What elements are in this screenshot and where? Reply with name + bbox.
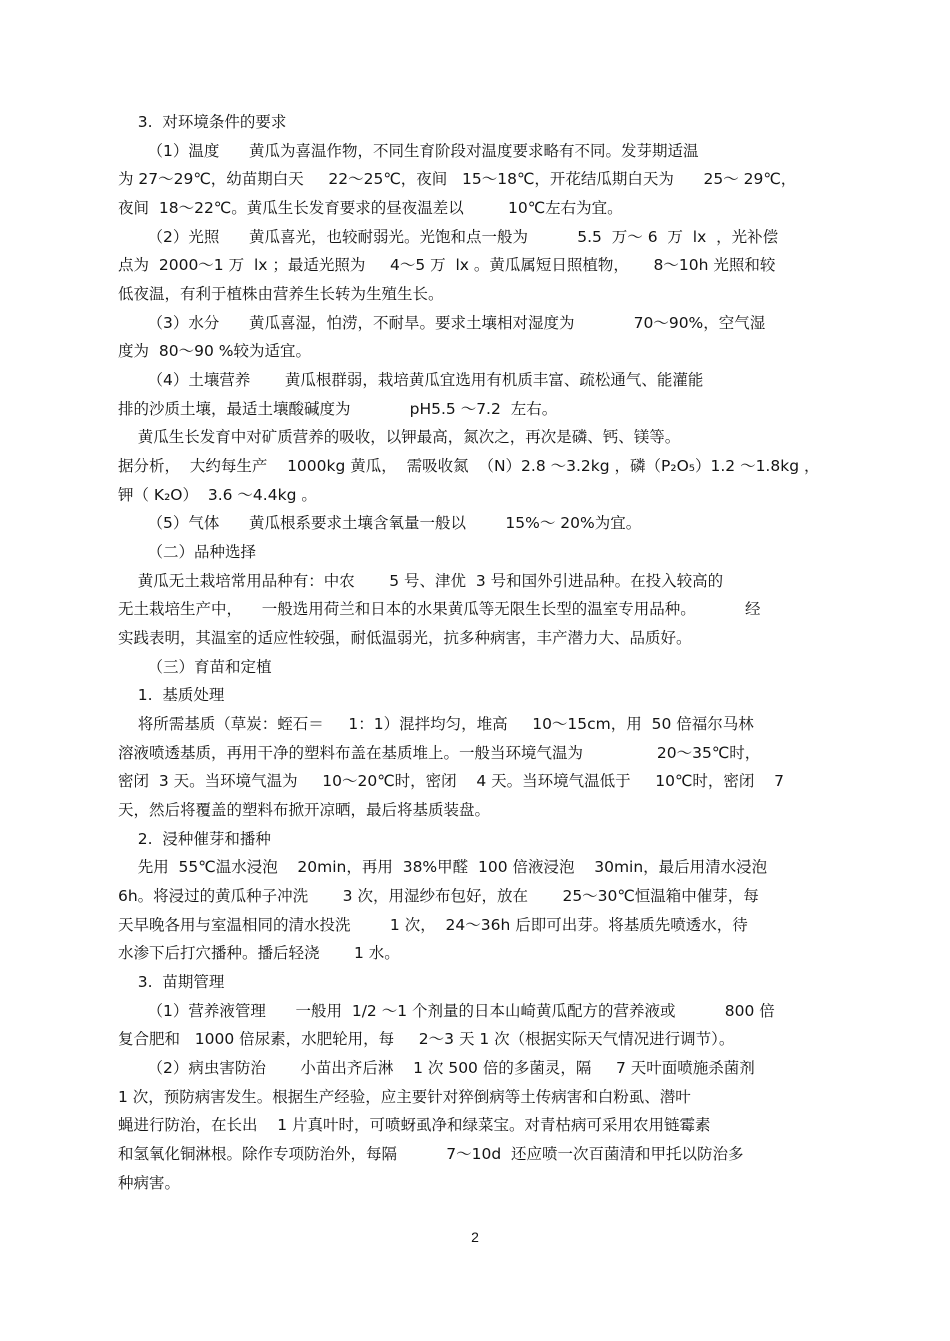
text-line: 蝇进行防治，在长出 1 片真叶时，可喷蚜虱净和绿菜宝。对青枯病可采用农用链霉素 <box>118 1116 711 1134</box>
text-line: （2）病虫害防治 小苗出齐后淋 1 次 500 倍的多菌灵，隔 7 天叶面喷施杀菌剂 <box>118 1059 755 1077</box>
text-line: 钾（ K₂O） 3.6 ～4.4kg 。 <box>118 486 317 504</box>
text-line: （4）土壤营养 黄瓜根群弱，栽培黄瓜宜选用有机质丰富、疏松通气、能灌能 <box>118 371 704 389</box>
text-line: 水渗下后打穴播种。播后轻浇 1 水。 <box>118 944 400 962</box>
text-line: （2）光照 黄瓜喜光，也较耐弱光。光饱和点一般为 5.5 万～ 6 万 lx ，光补偿 <box>118 228 779 246</box>
heading-seedling-management: 3. 苗期管理 <box>118 973 225 991</box>
text-line: 复合肥和 1000 倍尿素，水肥轮用，每 2～3 天 1 次（根据实际天气情况进行调节）。 <box>118 1030 735 1048</box>
heading-seedling-planting: （三）育苗和定植 <box>118 658 272 676</box>
heading-substrate-treatment: 1. 基质处理 <box>118 686 225 704</box>
text-line: （1）营养液管理 一般用 1/2 ～1 个剂量的日本山崎黄瓜配方的营养液或 800 倍 <box>118 1002 775 1020</box>
text-line: 度为 80～90 %较为适宜。 <box>118 342 311 360</box>
text-line: 夜间 18～22℃。黄瓜生长发育要求的昼夜温差以 10℃左右为宜。 <box>118 199 623 217</box>
text-line: 种病害。 <box>118 1174 181 1192</box>
text-line: 排的沙质土壤，最适土壤酸碱度为 pH5.5 ～7.2 左右。 <box>118 400 558 418</box>
text-line: 先用 55℃温水浸泡 20min，再用 38%甲醛 100 倍液浸泡 30min，最后用清水浸泡 <box>118 858 768 876</box>
heading-soaking-sowing: 2. 浸种催芽和播种 <box>118 830 271 848</box>
page-number: 2 <box>471 1229 479 1245</box>
text-line: 为 27～29℃，幼苗期白天 22～25℃，夜间 15～18℃，开花结瓜期白天为 25～ 29℃， <box>118 170 797 188</box>
text-line: 将所需基质（草炭：蛭石＝ 1：1）混拌均匀，堆高 10～15cm，用 50 倍福尔马林 <box>118 715 754 733</box>
text-line: 点为 2000～1 万 lx ；最适光照为 4～5 万 lx 。黄瓜属短日照植物， 8～10h 光照和较 <box>118 256 776 274</box>
text-line: 据分析， 大约每生产 1000kg 黄瓜， 需吸收氮 （N）2.8 ～3.2kg ，磷（P₂O₅）1.2 ～1.8kg ， <box>118 457 820 475</box>
text-line: 1 次，预防病害发生。根据生产经验，应主要针对猝倒病等土传病害和白粉虱、潜叶 <box>118 1088 691 1106</box>
heading-variety-selection: （二）品种选择 <box>118 543 257 561</box>
text-line: 无土栽培生产中， 一般选用荷兰和日本的水果黄瓜等无限生长型的温室专用品种。 经 <box>118 600 761 618</box>
text-line: 黄瓜无土栽培常用品种有：中农 5 号、津优 3 号和国外引进品种。在投入较高的 <box>118 572 724 590</box>
text-line: 黄瓜生长发育中对矿质营养的吸收，以钾最高，氮次之，再次是磷、钙、镁等。 <box>118 428 681 446</box>
text-line: （1）温度 黄瓜为喜温作物，不同生育阶段对温度要求略有不同。发芽期适温 <box>118 142 699 160</box>
text-line: 溶液喷透基质，再用干净的塑料布盖在基质堆上。一般当环境气温为 20～35℃时， <box>118 744 761 762</box>
heading-environment-requirements: 3. 对环境条件的要求 <box>118 113 287 131</box>
text-line: 天，然后将覆盖的塑料布掀开凉晒，最后将基质装盘。 <box>118 801 491 819</box>
text-line: 实践表明，其温室的适应性较强，耐低温弱光，抗多种病害，丰产潜力大、品质好。 <box>118 629 692 647</box>
text-line: （3）水分 黄瓜喜湿，怕涝，不耐旱。要求土壤相对湿度为 70～90%，空气湿 <box>118 314 766 332</box>
text-line: 低夜温，有利于植株由营养生长转为生殖生长。 <box>118 285 444 303</box>
text-line: 天早晚各用与室温相同的清水投洗 1 次， 24～36h 后即可出芽。将基质先喷透水，待 <box>118 916 748 934</box>
text-line: 6h。将浸过的黄瓜种子冲洗 3 次，用湿纱布包好，放在 25～30℃恒温箱中催芽，每 <box>118 887 759 905</box>
text-line: 和氢氧化铜淋根。除作专项防治外，每隔 7～10d 还应喷一次百菌清和甲托以防治多 <box>118 1145 744 1163</box>
text-line: （5）气体 黄瓜根系要求土壤含氧量一般以 15%～ 20%为宜。 <box>118 514 642 532</box>
text-line: 密闭 3 天。当环境气温为 10～20℃时，密闭 4 天。当环境气温低于 10℃时，密闭 7 <box>118 772 784 790</box>
